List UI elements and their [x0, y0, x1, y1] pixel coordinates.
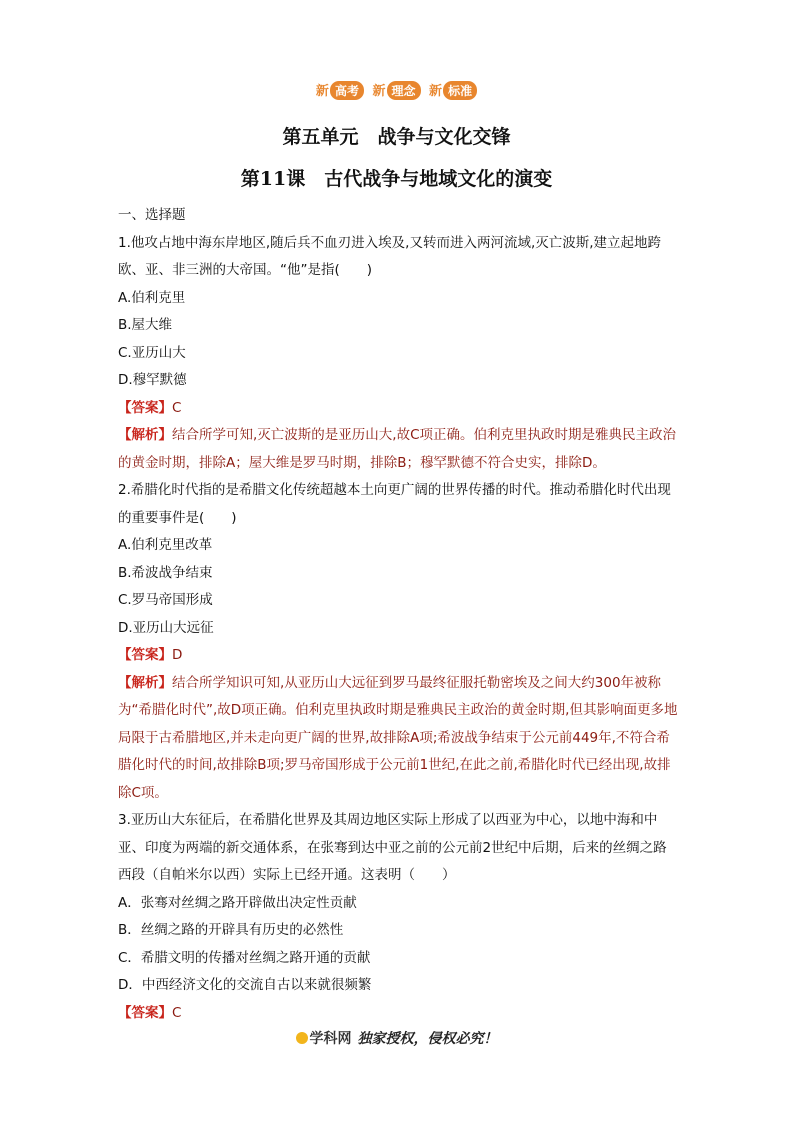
- logo-text: 学科网: [309, 1031, 352, 1047]
- analysis-text: 结合所学知识可知,从亚历山大远征到罗马最终征服托勒密埃及之间大约300年被称为“希腊化时代”,故D项正确。伯利克里执政时期是雅典民主政治的黄金时期,但其影响面更多地局限于古希腊地区,并未走向更广阔的世界,故排除A项;希波战争结束于公元前449年,不符合希腊化时代的时间,故排除B项;罗马帝国形成于公元前1世纪,在此之前,希腊化时代已经出现,故排除C项。: [118, 674, 678, 801]
- brand-banner: [0, 80, 793, 100]
- copyright-notice: 独家授权，侵权必究！: [357, 1031, 498, 1047]
- option: D．中西经济文化的交流自古以来就很频繁: [118, 977, 372, 993]
- analysis-label: 【解析】: [118, 674, 172, 691]
- option: C.罗马帝国形成: [118, 592, 213, 608]
- answer-line: [118, 395, 678, 423]
- analysis-text: 结合所学可知,灭亡波斯的是亚历山大,故C项正确。伯利克里执政时期是雅典民主政治的黄金时期，排除A；屋大维是罗马时期，排除B；穆罕默德不符合史实，排除D。: [118, 427, 677, 471]
- option: B．丝绸之路的开辟具有历史的必然性: [118, 922, 344, 938]
- option: A.伯利克里改革: [118, 537, 213, 553]
- option: B.屋大维: [118, 317, 173, 333]
- brand-item: 新 标准: [429, 80, 477, 100]
- brand-item: 新 理念: [372, 80, 420, 100]
- answer-value: C: [172, 1004, 182, 1021]
- option: C.亚历山大: [118, 344, 186, 361]
- question-stem: 2.希腊化时代指的是希腊文化传统超越本土向更广阔的世界传播的时代。推动希腊化时代出现的重要事件是( ): [118, 482, 671, 526]
- site-logo: [296, 1028, 352, 1048]
- bulb-icon: [296, 1032, 308, 1044]
- option: A.伯利克里: [118, 289, 186, 306]
- option: A．张骞对丝绸之路开辟做出决定性贡献: [118, 894, 357, 911]
- lesson-title: 第11课 古代战争与地域文化的演变: [240, 168, 553, 190]
- unit-title: 第五单元 战争与文化交锋: [282, 126, 511, 148]
- answer-line: [118, 1000, 678, 1028]
- analysis-line: [118, 670, 678, 808]
- option: C．希腊文明的传播对丝绸之路开通的贡献: [118, 949, 371, 966]
- section-heading: 一、选择题: [118, 207, 186, 223]
- answer-label: 【答案】: [118, 1004, 172, 1021]
- analysis-line: [118, 422, 678, 477]
- analysis-label: 【解析】: [118, 427, 172, 443]
- answer-label: 【答案】: [118, 647, 172, 663]
- option: B.希波战争结束: [118, 564, 213, 581]
- option: D.亚历山大远征: [118, 619, 214, 636]
- question-stem: 1.他攻占地中海东岸地区,随后兵不血刃进入埃及,又转而进入两河流域,灭亡波斯,建立起地跨欧、亚、非三洲的大帝国。“他”是指( ): [118, 234, 662, 278]
- answer-value: C: [172, 399, 182, 416]
- option: D.穆罕默德: [118, 372, 187, 388]
- question-list: [118, 202, 678, 1027]
- question-stem: 3.亚历山大东征后，在希腊化世界及其周边地区实际上形成了以西亚为中心，以地中海和中亚、印度为两端的新交通体系，在张骞到达中亚之前的公元前2世纪中后期，后来的丝绸之路西段（自帕米尔以西）实际上已经开通。这表明（ ）: [118, 812, 667, 883]
- answer-value: D: [172, 647, 183, 663]
- brand-item: 新 高考: [316, 80, 364, 100]
- copyright-footer: [0, 1028, 793, 1048]
- answer-line: [118, 642, 678, 670]
- answer-label: 【答案】: [118, 399, 172, 416]
